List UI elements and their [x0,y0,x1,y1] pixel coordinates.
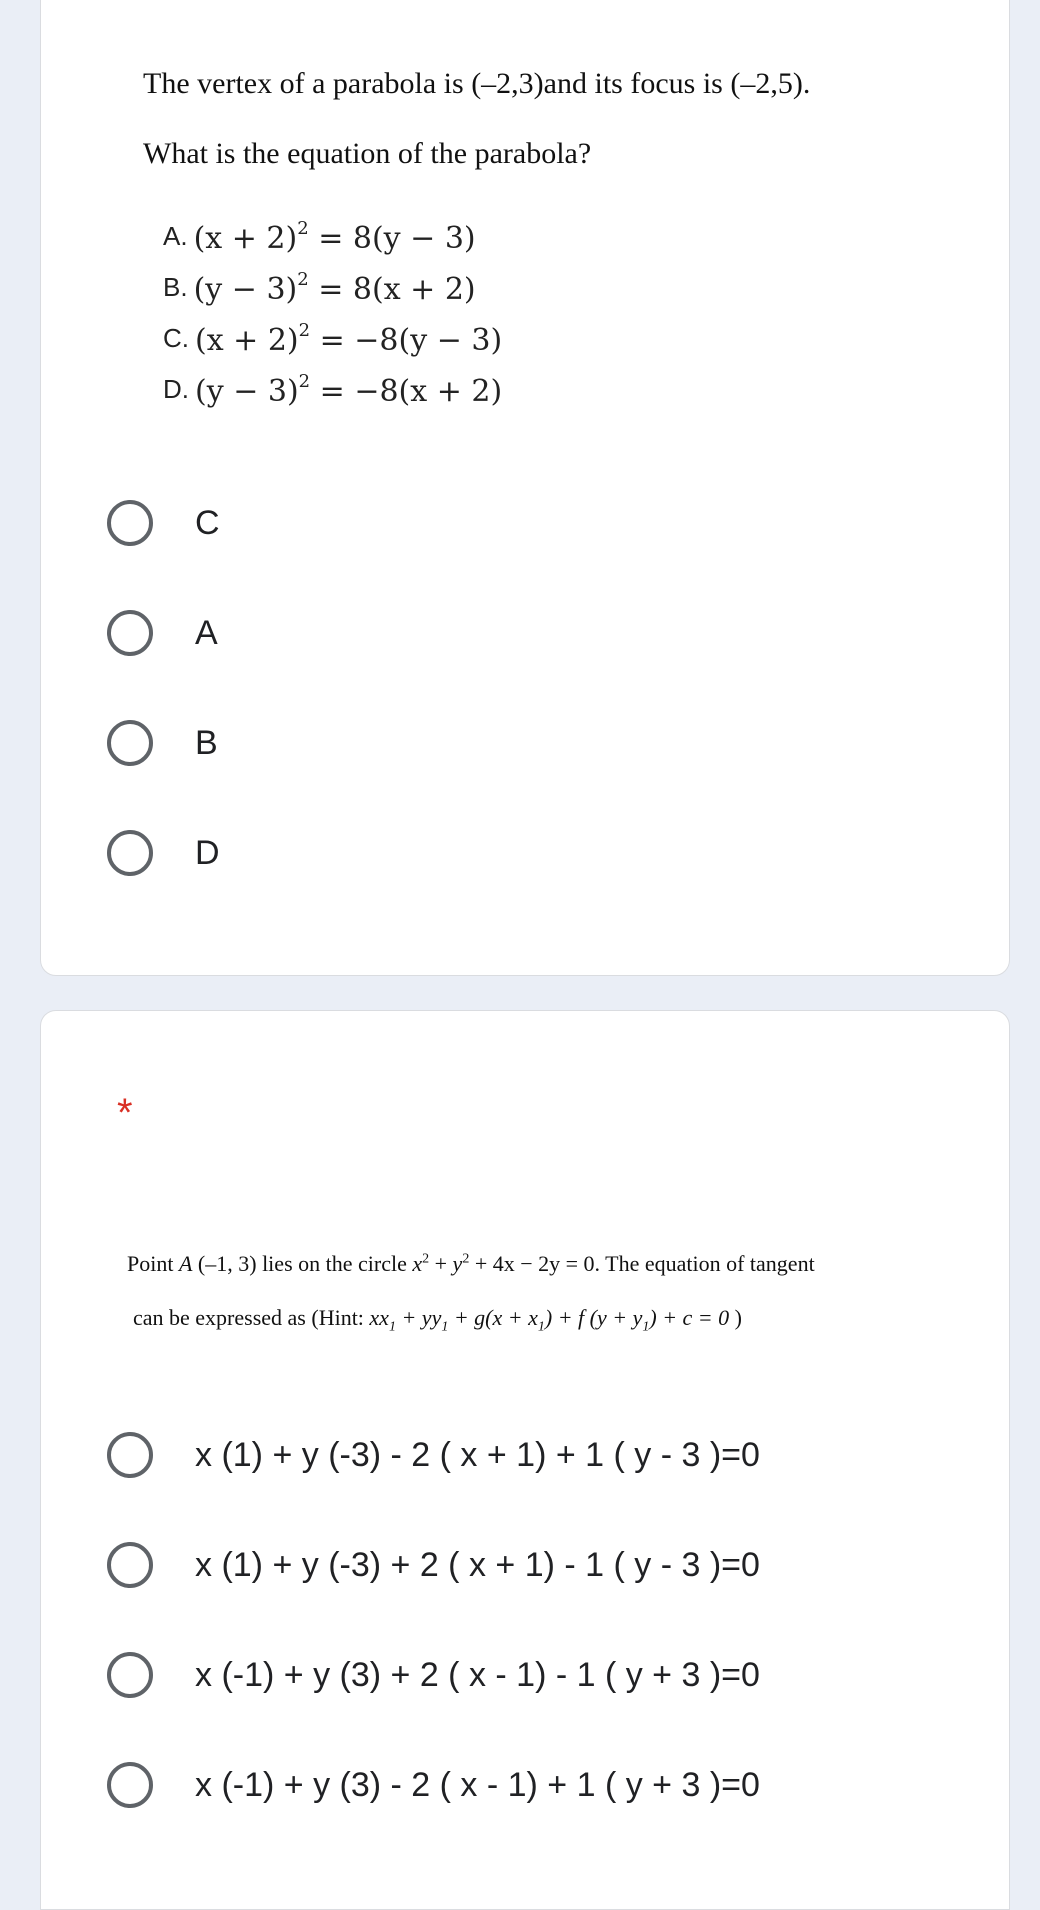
answer-choices-list [163,211,502,415]
radio-option-d[interactable] [107,823,220,883]
radio-button[interactable] [107,500,153,546]
question-2-text-line-1: Point A (–1, 3) lies on the circle $x^2 + y^2 + 4x - 2y = 0$. The equation of tangent [127,1251,815,1276]
option-label: x (1) + y (-3) - 2 ( x + 1) + 1 ( y - 3 )=0 [195,1435,760,1474]
choice-c: C. $(x + 2)^2 = -8(y - 3)$ [163,319,503,358]
radio-button[interactable] [107,830,153,876]
option-label: x (-1) + y (3) + 2 ( x - 1) - 1 ( y + 3 )=0 [195,1655,760,1694]
radio-button[interactable] [107,610,153,656]
radio-button[interactable] [107,720,153,766]
option-label: C [195,503,220,542]
radio-button[interactable] [107,1762,153,1808]
option-label: B [195,723,218,762]
radio-option-3[interactable] [107,1645,760,1705]
question-card-1 [40,0,1010,976]
required-asterisk: * [117,1091,133,1135]
radio-option-c[interactable] [107,493,220,553]
radio-button[interactable] [107,1542,153,1588]
question-2-text-line-2: can be expressed as (Hint: $xx_1 + yy_1 + g(x + x_1) + f$ $(y + y_1) + c = 0$ ) [133,1305,742,1335]
question-card-2 [40,1010,1010,1910]
choice-b: B. $(y - 3)^2 = 8(x + 2)$ [163,268,476,307]
choice-a: A. $(x + 2)^2 = 8(y - 3)$ [163,217,476,256]
option-label: x (-1) + y (3) - 2 ( x - 1) + 1 ( y + 3 )=0 [195,1765,760,1804]
radio-option-a[interactable] [107,603,218,663]
question-1-text-line-1: The vertex of a parabola is (–2,3)and its focus is (–2,5). [143,67,811,100]
option-label: D [195,833,220,872]
option-label: x (1) + y (-3) + 2 ( x + 1) - 1 ( y - 3 )=0 [195,1545,760,1584]
radio-button[interactable] [107,1652,153,1698]
choice-d: D. $(y - 3)^2 = -8(x + 2)$ [163,370,503,409]
radio-option-b[interactable] [107,713,218,773]
radio-option-1[interactable] [107,1425,760,1485]
option-label: A [195,613,218,652]
radio-option-2[interactable] [107,1535,760,1595]
radio-button[interactable] [107,1432,153,1478]
radio-option-4[interactable] [107,1755,760,1815]
question-1-text-line-2: What is the equation of the parabola? [143,137,592,170]
